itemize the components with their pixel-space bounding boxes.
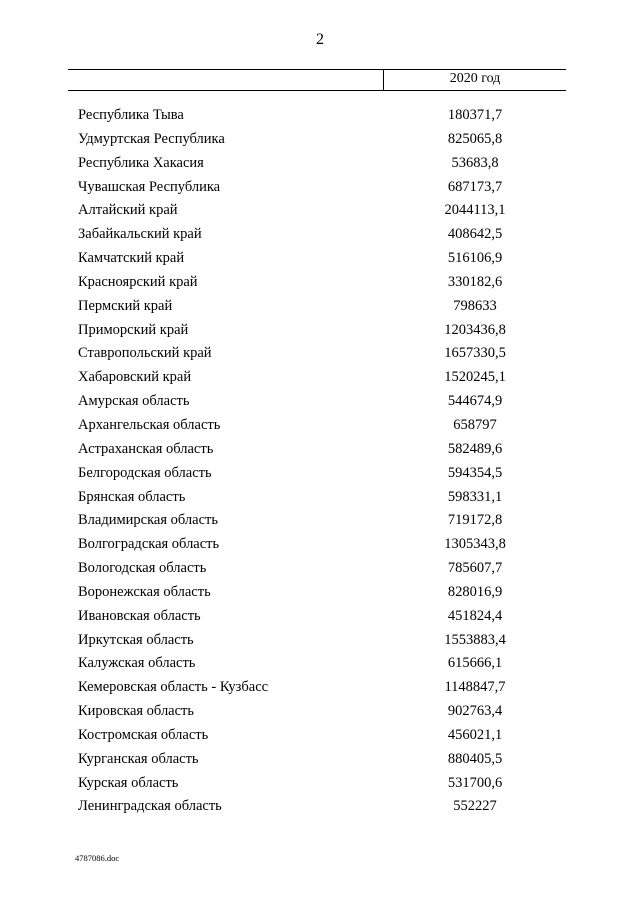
region-name: Амурская область <box>78 393 190 410</box>
region-name: Удмуртская Республика <box>78 130 225 147</box>
region-value: 825065,8 <box>447 130 503 147</box>
region-name: Забайкальский край <box>78 226 202 243</box>
region-value: 902763,4 <box>447 703 503 720</box>
region-name: Брянская область <box>78 488 186 505</box>
region-value: 598331,1 <box>447 488 503 505</box>
table-row <box>0 725 640 749</box>
region-name: Чувашская Республика <box>78 178 221 195</box>
table-row <box>0 582 640 606</box>
table-row <box>0 630 640 654</box>
region-value: 451824,4 <box>447 607 503 624</box>
table-row <box>0 272 640 296</box>
region-value: 516106,9 <box>447 250 503 267</box>
table-row <box>0 320 640 344</box>
region-name: Кировская область <box>78 703 195 720</box>
region-name: Воронежская область <box>78 583 211 600</box>
region-name: Волгоградская область <box>78 536 220 553</box>
region-value: 1203436,8 <box>444 321 506 338</box>
table-row <box>0 367 640 391</box>
table-row <box>0 248 640 272</box>
table-row <box>0 343 640 367</box>
table-row <box>0 153 640 177</box>
table-row <box>0 606 640 630</box>
table-header-bottom-rule <box>68 90 566 91</box>
region-value: 408642,5 <box>447 226 503 243</box>
region-value: 456021,1 <box>447 726 503 743</box>
table-row <box>0 749 640 773</box>
table-row <box>0 653 640 677</box>
region-name: Республика Тыва <box>78 107 184 123</box>
region-name: Иркутская область <box>78 631 194 648</box>
table-column-header-2020: 2020 год <box>449 71 501 86</box>
region-value: 552227 <box>453 798 497 815</box>
region-name: Кемеровская область - Кузбасс <box>78 679 269 696</box>
region-name: Астраханская область <box>78 440 214 457</box>
region-value: 544674,9 <box>447 393 503 410</box>
region-value: 1553883,4 <box>444 631 506 648</box>
region-name: Республика Хакасия <box>78 154 204 171</box>
region-value: 594354,5 <box>447 464 503 481</box>
table-row <box>0 129 640 153</box>
region-name: Ивановская область <box>78 607 201 624</box>
region-value: 180371,7 <box>447 107 503 123</box>
table-row <box>0 701 640 725</box>
table-header-top-rule <box>68 69 566 70</box>
region-name: Приморский край <box>78 321 189 338</box>
region-name: Владимирская область <box>78 512 218 529</box>
page-number: 2 <box>316 31 324 48</box>
table-row <box>0 177 640 201</box>
region-value: 880405,5 <box>447 750 503 767</box>
region-value: 798633 <box>453 297 497 314</box>
region-name: Белгородская область <box>78 464 212 481</box>
table-row <box>0 558 640 582</box>
region-name: Архангельская область <box>78 416 221 433</box>
region-value: 615666,1 <box>447 655 503 672</box>
region-value: 1520245,1 <box>444 369 506 386</box>
table-row <box>0 224 640 248</box>
region-value: 687173,7 <box>447 178 503 195</box>
region-name: Вологодская область <box>78 560 207 577</box>
table-row <box>0 796 640 820</box>
region-value: 330182,6 <box>447 273 503 290</box>
table-row <box>0 415 640 439</box>
region-name: Ленинградская область <box>78 798 222 815</box>
table-row <box>0 439 640 463</box>
region-value: 719172,8 <box>447 512 503 529</box>
region-name: Курганская область <box>78 750 199 767</box>
region-value: 828016,9 <box>447 583 503 600</box>
region-value: 2044113,1 <box>444 202 506 219</box>
region-name: Костромская область <box>78 726 209 743</box>
footer-file-name: 4787086.doc <box>75 853 120 863</box>
region-value: 1657330,5 <box>444 345 506 362</box>
region-value: 785607,7 <box>447 560 503 577</box>
region-name: Курская область <box>78 774 179 791</box>
table-row <box>0 773 640 797</box>
region-value: 1148847,7 <box>444 679 506 696</box>
table-row <box>0 463 640 487</box>
region-value: 53683,8 <box>451 154 499 171</box>
table-row <box>0 296 640 320</box>
region-name: Хабаровский край <box>78 369 192 386</box>
region-value: 1305343,8 <box>444 536 506 553</box>
region-value: 582489,6 <box>447 440 503 457</box>
table-row <box>0 677 640 701</box>
table-row <box>0 200 640 224</box>
region-name: Пермский край <box>78 297 173 314</box>
region-name: Ставропольский край <box>78 345 212 362</box>
region-name: Камчатский край <box>78 250 185 267</box>
table-row <box>0 510 640 534</box>
table-row <box>0 391 640 415</box>
table-row <box>0 487 640 511</box>
region-value: 658797 <box>453 416 497 433</box>
table-body <box>0 105 640 820</box>
region-name: Красноярский край <box>78 273 198 290</box>
table-row <box>0 534 640 558</box>
region-name: Калужская область <box>78 655 196 672</box>
region-value: 531700,6 <box>447 774 503 791</box>
table-row <box>0 105 640 129</box>
region-name: Алтайский край <box>78 202 178 219</box>
